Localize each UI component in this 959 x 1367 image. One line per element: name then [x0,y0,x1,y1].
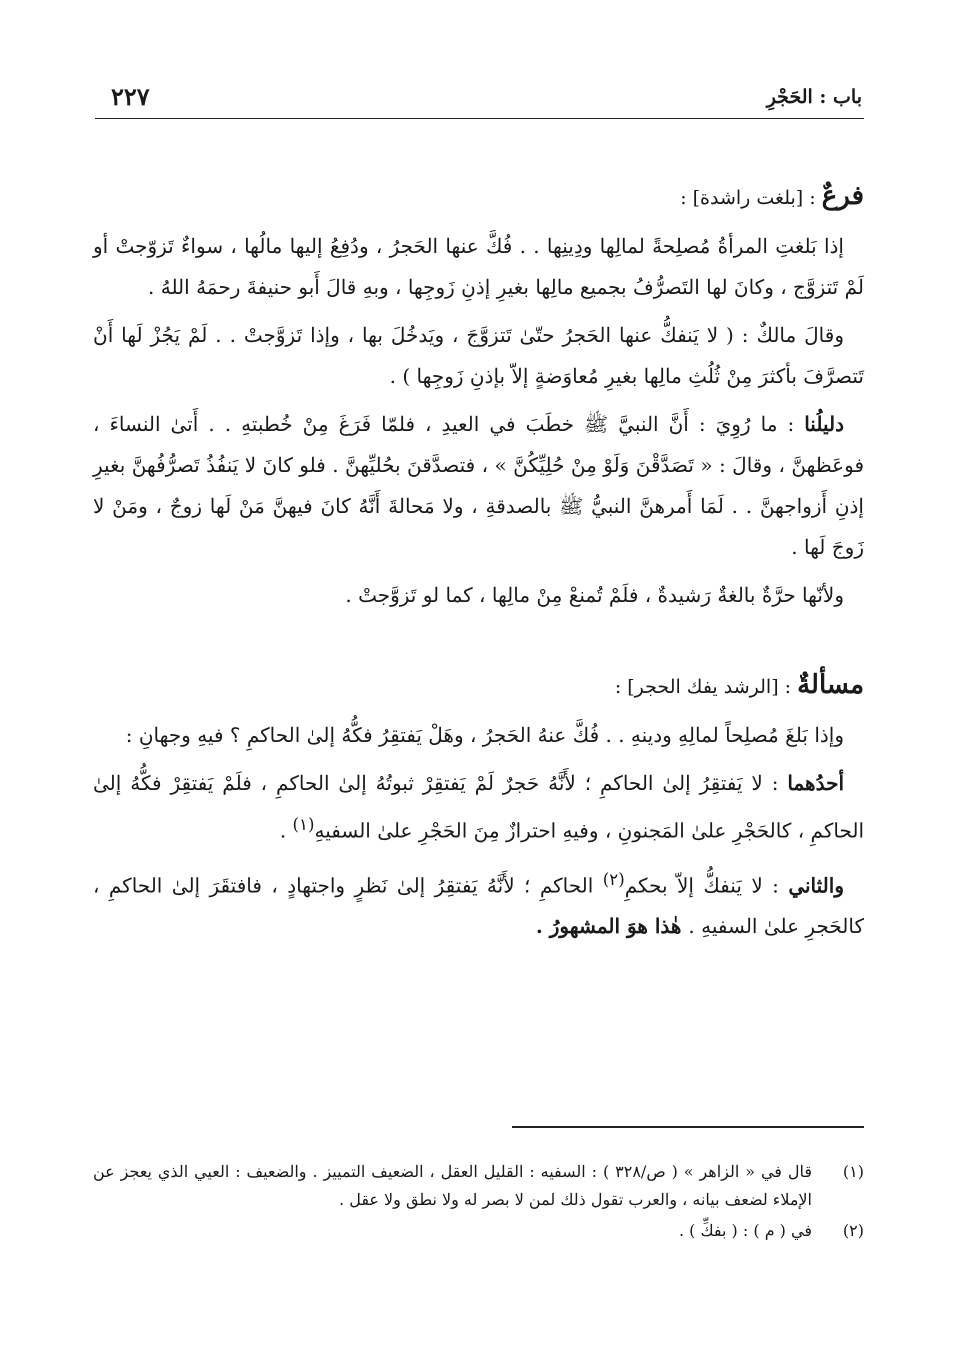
footnote-text: في ( م ) : ( بفكِّ ) . [678,1221,812,1240]
footnote-item [93,1217,864,1245]
heading-word: مسألةٌ [797,670,864,700]
footnotes [93,1158,864,1248]
section-heading-far [93,176,864,219]
paragraph-text: الحاكمِ ؛ لأَنَّهُ يَفتقِرُ إلىٰ نَظرٍ واجتهادٍ ، فافتقَرَ إلىٰ الحاكمِ ، كالحَجرِ علىٰ السفيهِ . [93,873,864,939]
footnote-text: قال في « الزاهر » ( ص/٣٢٨ ) : السفيه : القليل العقل ، الضعيف التمييز . والضعيف : العيي الذي يعجز عن الإملاء لضعف بيانه ، والعرب تقول ذلك لمن لا بصر له ولا نطق ولا عقل . [93,1162,812,1209]
lead-word: أحدُهما [787,771,844,795]
main-text [93,176,864,954]
section-gap [93,623,864,665]
paragraph: وقالَ مالكٌ : ( لا يَنفكُّ عنها الحَجرُ حتّىٰ تَتزوَّجَ ، ويَدخُلَ بها ، وإذا تَزوَّجتْ . . لَمْ يَجُزْ لَها أَنْ تَتصرَّفَ بأكثرَ مِنْ ثُلُثِ مالِها بغيرِ مُعاوَضةٍ إلاّ بإذنِ زَوجِها ) . [93,323,864,388]
paragraph-text: : لا يَنفكُّ إلاّ بحكمِ [624,873,789,898]
paragraph: ولأنّها حرَّةٌ بالغةٌ رَشيدةٌ ، فلَمْ تُمنعْ مِنْ مالِها ، كما لو تَزوَّجتْ . [345,583,844,607]
heading-subtitle: : [بلغت راشدة] : [680,187,822,209]
paragraph-evidence [93,404,864,568]
paragraph-first-view [93,763,864,852]
lead-word: والثاني [788,873,844,898]
footnote-separator [512,1126,864,1128]
footnote-number: (٢) [842,1221,864,1240]
heading-word: فرعٌ [821,181,864,211]
footnote-ref-1[interactable]: (١) [292,815,315,834]
paragraph-second-view [93,859,864,948]
footnote-ref-2[interactable]: (٢) [602,869,625,889]
heading-subtitle: : [الرشد يفك الحجر] : [614,676,798,698]
running-title: باب : الحَجْرِ [766,86,862,108]
footnote-number: (١) [842,1162,864,1181]
paragraph: إذا بَلغتِ المرأةُ مُصلِحةً لمالِها ودِينِها . . فُكَّ عنها الحَجرُ ، ودُفِعُ إليها مالُها ، سواءٌ تَزوّجتْ أو لَمْ تَتزوَّج ، وكانَ لها التَصرُّفُ بجميع مالِها بغيرِ إذنِ زَوجِها ، وبهِ قالَ أَبو حنيفةَ رحمَهُ اللهُ . [93,234,864,299]
paragraph-text-end: . [279,818,293,843]
lead-word: دليلُنا [804,412,844,436]
paragraph: وإذا بَلغَ مُصلِحاً لمالِهِ ودينهِ . . فُكَّ عنهُ الحَجرُ ، وهَلْ يَفتقِرُ فكُّهُ إلىٰ الحاكمِ ؟ فيهِ وجهانِ : [125,723,844,747]
paragraph-text: : ما رُوِيَ : أَنَّ النبيَّ ﷺ خطَبَ في العيدِ ، فلمّا فَرَغَ مِنْ خُطبتهِ . . أَتىٰ النساءَ ، فوعَظهنَّ ، وقالَ : « تَصَدَّقْنَ وَلَوْ مِنْ حُلِيِّكُنَّ » ، فتصدَّقنَ بحُليِّهنَّ . فلو كانَ لا يَنفُذُ تَصرُّفُهنَّ بغيرِ إذنِ أَزواجهنَّ . . لَمَا أَمرهنَّ النبيُّ ﷺ بالصدقةِ ، ولا مَحالةَ أَنَّهُ كانَ فيهنَّ مَنْ لَها زوجٌ ، ومَنْ لا زَوجَ لَها . [93,412,864,559]
page-number: ٢٢٧ [111,82,150,111]
page-header [95,78,864,119]
paragraph-text: : لا يَفتقِرُ إلىٰ الحاكمِ ؛ لأَنَّهُ حَجرٌ لَمْ يَفتقِرْ ثبوتُهُ إلىٰ الحاكمِ ، فلَمْ يَفتقِرْ فكُّهُ إلىٰ الحاكمِ ، كالحَجْرِ علىٰ المَجنونِ ، وفيهِ احترازٌ مِنَ الحَجْرِ علىٰ السفيهِ [93,771,864,843]
footnote-item [93,1158,864,1214]
paragraph-conclusion: هٰذا هوَ المشهورُ . [535,914,689,939]
section-heading-masala [93,665,864,708]
